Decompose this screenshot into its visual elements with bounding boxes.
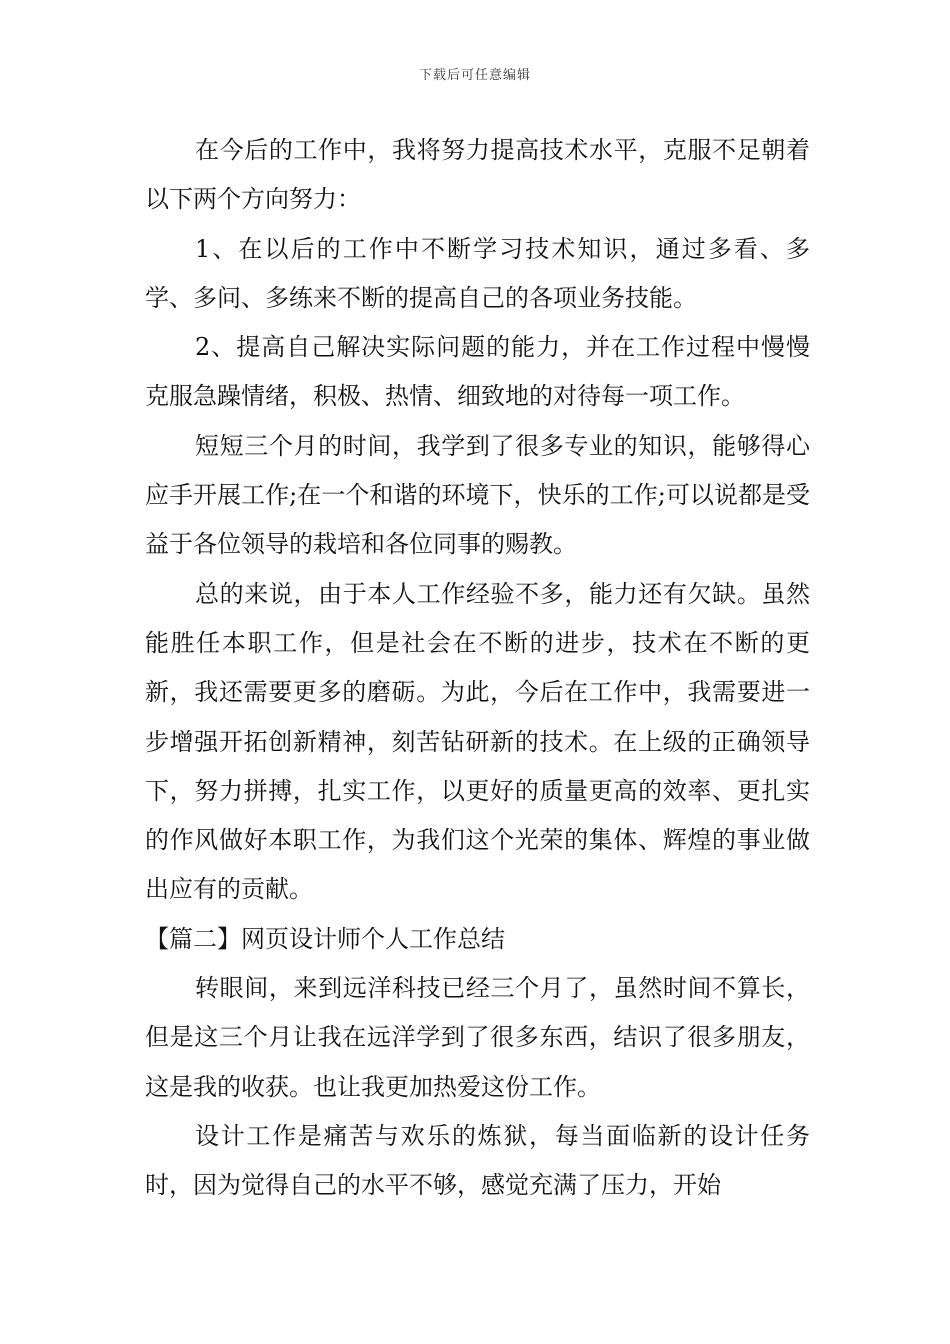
paragraph-goal-1: 1、在以后的工作中不断学习技术知识，通过多看、多学、多问、多练来不断的提高自己的各项业务技能。: [145, 234, 810, 312]
paragraph-design-work: 设计工作是痛苦与欢乐的炼狱，每当面临新的设计任务时，因为觉得自己的水平不够，感觉充满了压力，开始: [145, 1121, 810, 1200]
paragraph-summary: 总的来说，由于本人工作经验不多，能力还有欠缺。虽然能胜任本职工作，但是社会在不断的进步，技术在不断的更新，我还需要更多的磨砺。为此，今后在工作中，我需要进一步增强开拓创新精神，刻苦钻研新的技术。在上级的正确领导下，努力拼搏，扎实工作，以更好的质量更高的效率、更扎实的作风做好本职工作，为我们这个光荣的集体、辉煌的事业做出应有的贡献。: [145, 579, 810, 904]
paragraph-improvement-plan: 在今后的工作中，我将努力提高技术水平，克服不足朝着以下两个方向努力：: [145, 136, 810, 214]
paragraph-three-months: 短短三个月的时间，我学到了很多专业的知识，能够得心应手开展工作;在一个和谐的环境下，快乐的工作;可以说都是受益于各位领导的栽培和各位同事的赐教。: [145, 431, 810, 559]
paragraph-section-intro: 转眼间，来到远洋科技已经三个月了，虽然时间不算长，但是这三个月让我在远洋学到了很多东西，结识了很多朋友，这是我的收获。也让我更加热爱这份工作。: [145, 974, 810, 1101]
paragraph-goal-2: 2、提高自己解决实际问题的能力，并在工作过程中慢慢克服急躁情绪，积极、热情、细致地的对待每一项工作。: [145, 333, 810, 411]
section-heading: 【篇二】网页设计师个人工作总结: [145, 924, 505, 953]
page-header-note: 下载后可任意编辑: [418, 68, 531, 83]
document-body: [145, 126, 810, 1211]
